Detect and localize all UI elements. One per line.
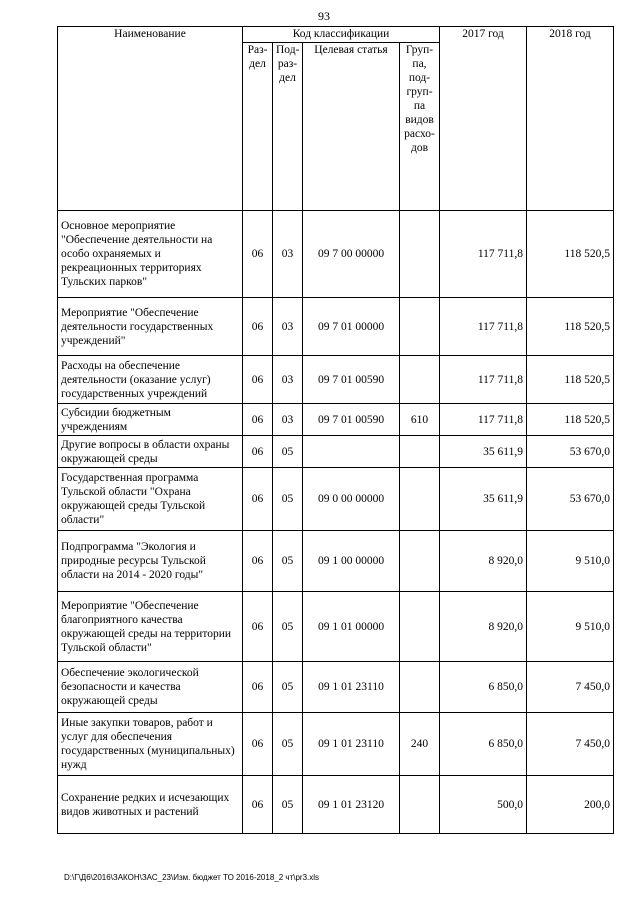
- row-2018: 118 520,5: [527, 211, 614, 298]
- row-2018: 118 520,5: [527, 298, 614, 356]
- row-name: Иные закупки товаров, работ и услуг для обеспечения государственных (муниципальных) нужд: [58, 713, 243, 776]
- row-name: Сохранение редких и исчезающих видов животных и растений: [58, 776, 243, 834]
- header-name: Наименование: [58, 27, 243, 211]
- row-2017: 500,0: [440, 776, 527, 834]
- row-2018: 118 520,5: [527, 404, 614, 436]
- table-row: [58, 211, 614, 298]
- row-group: [400, 592, 440, 662]
- row-2017: 35 611,9: [440, 468, 527, 531]
- table-row: [58, 356, 614, 404]
- table-row: [58, 592, 614, 662]
- row-target: 09 1 01 23110: [303, 662, 400, 713]
- row-target: 09 0 00 00000: [303, 468, 400, 531]
- header-code: Код классификации: [243, 27, 440, 43]
- budget-table: [57, 26, 614, 834]
- row-group: [400, 776, 440, 834]
- row-2018: 7 450,0: [527, 662, 614, 713]
- row-group: [400, 436, 440, 468]
- row-group: [400, 662, 440, 713]
- row-razdel: 06: [243, 404, 273, 436]
- row-2018: 9 510,0: [527, 592, 614, 662]
- row-name: Обеспечение экологической безопасности и качества окружающей среды: [58, 662, 243, 713]
- table-row: [58, 713, 614, 776]
- row-name: Подпрограмма "Экология и природные ресурсы Тульской области на 2014 - 2020 годы": [58, 531, 243, 592]
- row-2017: 117 711,8: [440, 404, 527, 436]
- row-target: 09 1 00 00000: [303, 531, 400, 592]
- row-name: Субсидии бюджетным учреждениям: [58, 404, 243, 436]
- row-2018: 118 520,5: [527, 356, 614, 404]
- row-razdel: 06: [243, 211, 273, 298]
- row-2017: 8 920,0: [440, 531, 527, 592]
- table-row: [58, 436, 614, 468]
- row-2017: 117 711,8: [440, 298, 527, 356]
- row-2018: 9 510,0: [527, 531, 614, 592]
- row-podrazdel: 05: [273, 713, 303, 776]
- row-name: Государственная программа Тульской области "Охрана окружающей среды Тульской области": [58, 468, 243, 531]
- row-podrazdel: 03: [273, 211, 303, 298]
- row-podrazdel: 05: [273, 662, 303, 713]
- row-podrazdel: 05: [273, 468, 303, 531]
- row-group: 240: [400, 713, 440, 776]
- row-name: Основное мероприятие "Обеспечение деятельности на особо охраняемых и рекреационных территориях Тульских парков": [58, 211, 243, 298]
- row-razdel: 06: [243, 356, 273, 404]
- row-target: 09 7 01 00590: [303, 404, 400, 436]
- row-razdel: 06: [243, 468, 273, 531]
- header-2017: 2017 год: [440, 27, 527, 211]
- row-razdel: 06: [243, 662, 273, 713]
- row-2018: 200,0: [527, 776, 614, 834]
- row-target: 09 1 01 00000: [303, 592, 400, 662]
- row-podrazdel: 05: [273, 436, 303, 468]
- table-row: [58, 776, 614, 834]
- row-group: [400, 356, 440, 404]
- row-razdel: 06: [243, 531, 273, 592]
- row-target: 09 7 01 00590: [303, 356, 400, 404]
- table-row: [58, 662, 614, 713]
- row-group: [400, 531, 440, 592]
- row-razdel: 06: [243, 713, 273, 776]
- table-row: [58, 404, 614, 436]
- table-row: [58, 531, 614, 592]
- row-name: Расходы на обеспечение деятельности (оказание услуг) государственных учреждений: [58, 356, 243, 404]
- row-group: [400, 468, 440, 531]
- row-razdel: 06: [243, 776, 273, 834]
- row-name: Мероприятие "Обеспечение благоприятного качества окружающей среды на территории Тульской области": [58, 592, 243, 662]
- row-2018: 7 450,0: [527, 713, 614, 776]
- footer-file-path: D:\Г\Д6\2016\ЗАКОН\ЗАС_23\Изм. бюджет ТО 2016-2018_2 чт\pr3.xls: [64, 873, 320, 882]
- header-target: Целевая статья: [303, 43, 400, 211]
- row-podrazdel: 03: [273, 298, 303, 356]
- row-razdel: 06: [243, 436, 273, 468]
- row-target: 09 7 00 00000: [303, 211, 400, 298]
- row-target: [303, 436, 400, 468]
- header-razdel: Раз- дел: [243, 43, 273, 211]
- table-row: [58, 468, 614, 531]
- row-2018: 53 670,0: [527, 468, 614, 531]
- row-2017: 35 611,9: [440, 436, 527, 468]
- page-number: 93: [318, 9, 330, 23]
- row-name: Другие вопросы в области охраны окружающей среды: [58, 436, 243, 468]
- row-group: [400, 298, 440, 356]
- row-group: [400, 211, 440, 298]
- row-podrazdel: 05: [273, 531, 303, 592]
- row-group: 610: [400, 404, 440, 436]
- row-2017: 117 711,8: [440, 211, 527, 298]
- row-2017: 6 850,0: [440, 662, 527, 713]
- row-target: 09 1 01 23110: [303, 713, 400, 776]
- header-podrazdel: Под- раз- дел: [273, 43, 303, 211]
- row-podrazdel: 05: [273, 776, 303, 834]
- row-2017: 117 711,8: [440, 356, 527, 404]
- row-podrazdel: 03: [273, 404, 303, 436]
- row-target: 09 1 01 23120: [303, 776, 400, 834]
- row-name: Мероприятие "Обеспечение деятельности государственных учреждений": [58, 298, 243, 356]
- row-2018: 53 670,0: [527, 436, 614, 468]
- row-podrazdel: 03: [273, 356, 303, 404]
- header-group: Груп- па, под- груп- па видов расхо- дов: [400, 43, 440, 211]
- table-row: [58, 298, 614, 356]
- row-2017: 6 850,0: [440, 713, 527, 776]
- row-razdel: 06: [243, 592, 273, 662]
- row-podrazdel: 05: [273, 592, 303, 662]
- row-razdel: 06: [243, 298, 273, 356]
- row-target: 09 7 01 00000: [303, 298, 400, 356]
- row-2017: 8 920,0: [440, 592, 527, 662]
- header-2018: 2018 год: [527, 27, 614, 211]
